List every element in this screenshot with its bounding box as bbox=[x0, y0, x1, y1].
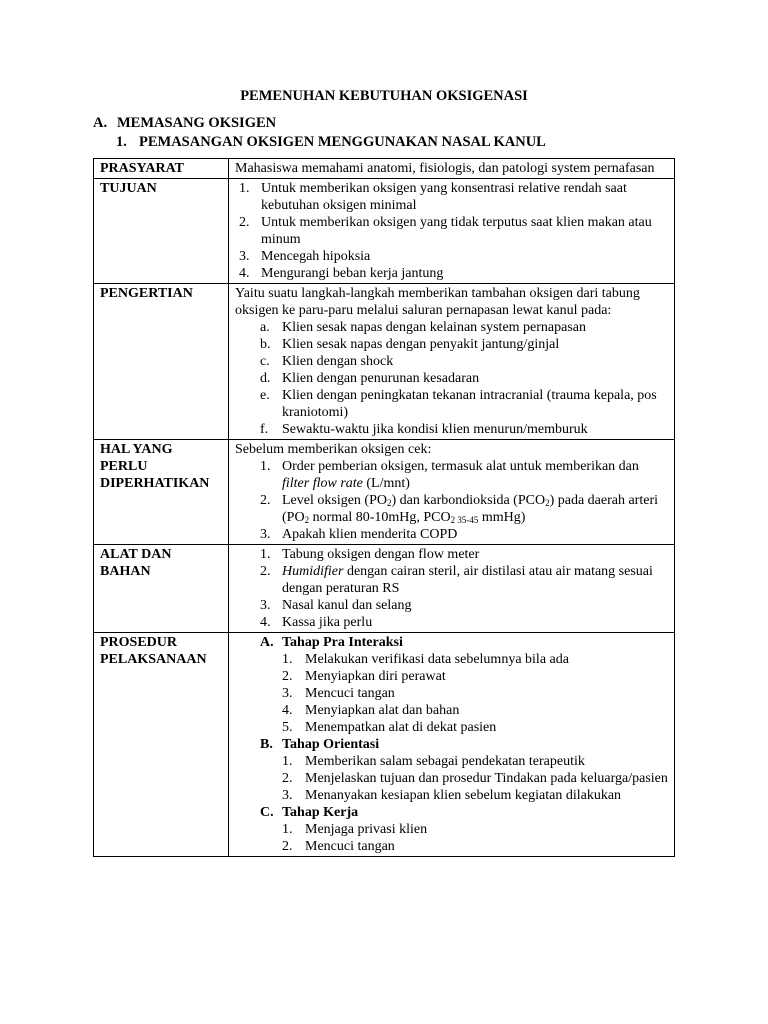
list-item: d. Klien dengan penurunan kesadaran bbox=[260, 371, 480, 386]
list-item: 2. Mencuci tangan bbox=[282, 839, 395, 854]
alat-list bbox=[235, 546, 668, 631]
step-list bbox=[282, 753, 668, 804]
list-item: 3. Mencuci tangan bbox=[282, 686, 395, 701]
list-item: 3. Nasal kanul dan selang bbox=[260, 598, 412, 613]
tujuan-list bbox=[235, 180, 668, 282]
table-row-hal-diperhatikan bbox=[94, 440, 675, 545]
list-item: f. Sewaktu-waktu jika kondisi klien menurun/memburuk bbox=[260, 422, 588, 437]
table-row-tujuan bbox=[94, 179, 675, 284]
label-pengertian: PENGERTIAN bbox=[94, 284, 229, 440]
list-item: 4. Menyiapkan alat dan bahan bbox=[282, 703, 460, 718]
list-item: c. Klien dengan shock bbox=[260, 354, 394, 369]
hal-intro: Sebelum memberikan oksigen cek: bbox=[235, 442, 432, 457]
list-item: 4. Kassa jika perlu bbox=[260, 615, 373, 630]
list-item: 1. Memberikan salam sebagai pendekatan terapeutik bbox=[282, 754, 585, 769]
prosedur-sections bbox=[235, 634, 668, 855]
list-item: 5. Menempatkan alat di dekat pasien bbox=[282, 720, 497, 735]
subsection-title: PEMASANGAN OKSIGEN MENGGUNAKAN NASAL KANUL bbox=[139, 134, 546, 150]
pengertian-list bbox=[235, 319, 668, 438]
subsection-heading bbox=[116, 134, 546, 151]
list-item: 3. Menanyakan kesiapan klien sebelum kegiatan dilakukan bbox=[282, 788, 622, 803]
prosedur-section: B. Tahap Orientasi 1. Memberikan salam sebagai pendekatan terapeutik 2. Menjelaskan tujuan dan prosedur Tindakan pada keluarga/pasien 3. Menanyakan kesiapan klien sebelum kegiatan dilakukan bbox=[260, 737, 668, 803]
step-list bbox=[282, 821, 668, 855]
section-title: MEMASANG OKSIGEN bbox=[117, 115, 277, 131]
list-item: 2. Humidifier dengan cairan steril, air distilasi atau air matang sesuai dengan peraturan RS bbox=[260, 564, 653, 596]
list-item: 2. Menyiapkan diri perawat bbox=[282, 669, 446, 684]
document-title: PEMENUHAN KEBUTUHAN OKSIGENASI bbox=[240, 88, 528, 104]
label-prosedur: PROSEDUR PELAKSANAAN bbox=[94, 633, 229, 857]
label-hal-diperhatikan: HAL YANG PERLU DIPERHATIKAN bbox=[94, 440, 229, 545]
list-item: 1. Tabung oksigen dengan flow meter bbox=[260, 547, 480, 562]
section-title: Tahap Pra Interaksi bbox=[282, 635, 403, 650]
subsection-marker: 1. bbox=[116, 134, 127, 150]
prosedur-section: C. Tahap Kerja 1. Menjaga privasi klien 2. Mencuci tangan bbox=[235, 804, 668, 855]
list-item: 2. Menjelaskan tujuan dan prosedur Tindakan pada keluarga/pasien bbox=[282, 771, 668, 786]
label-prasyarat: PRASYARAT bbox=[94, 159, 229, 179]
table-row-prasyarat bbox=[94, 159, 675, 179]
list-item: 4. Mengurangi beban kerja jantung bbox=[239, 266, 444, 281]
hal-list bbox=[235, 458, 668, 543]
list-item: a. Klien sesak napas dengan kelainan system pernapasan bbox=[260, 320, 587, 335]
list-item: b. Klien sesak napas dengan penyakit jantung/ginjal bbox=[260, 337, 560, 352]
list-item: 2. Untuk memberikan oksigen yang tidak terputus saat klien makan atau minum bbox=[239, 215, 652, 247]
list-item: 3. Mencegah hipoksia bbox=[239, 249, 371, 264]
list-item: 2. Level oksigen $(PO_2)$ dan karbondioksida $(PCO_2)$ pada daerah arteri ($PO_2$ normal 80-10mHg, $PCO_{2 35-45}$ mmHg) bbox=[260, 493, 659, 525]
list-item: 1. Menjaga privasi klien bbox=[282, 822, 428, 837]
pengertian-intro: Yaitu suatu langkah-langkah memberikan tambahan oksigen dari tabung oksigen ke paru-paru melalui saluran pernapasan lewat kanul pada: bbox=[235, 286, 640, 318]
prasyarat-text: Mahasiswa memahami anatomi, fisiologis, dan patologi system pernafasan bbox=[229, 159, 675, 179]
list-item: 1. Melakukan verifikasi data sebelumnya bila ada bbox=[282, 652, 569, 667]
section-marker: A. bbox=[93, 115, 108, 131]
prosedur-section: A. Tahap Pra Interaksi 1. Melakukan verifikasi data sebelumnya bila ada 2. Menyiapkan diri perawat 3. Mencuci tangan 4. Menyiapkan alat dan bahan 5. Menempatkan alat di dekat pasien bbox=[235, 634, 668, 736]
section-heading bbox=[93, 115, 276, 132]
table-row-pengertian bbox=[94, 284, 675, 440]
step-list bbox=[282, 651, 668, 736]
list-item: 1. Untuk memberikan oksigen yang konsentrasi relative rendah saat kebutuhan oksigen minimal bbox=[239, 181, 627, 213]
list-item: e. Klien dengan peningkatan tekanan intracranial (trauma kepala, pos kraniotomi) bbox=[260, 388, 657, 420]
label-alat-bahan: ALAT DAN BAHAN bbox=[94, 545, 229, 633]
list-item: 3. Apakah klien menderita COPD bbox=[260, 527, 458, 542]
label-tujuan: TUJUAN bbox=[94, 179, 229, 284]
table-row-prosedur bbox=[94, 633, 675, 857]
section-title: Tahap Orientasi bbox=[282, 737, 380, 752]
procedure-table bbox=[93, 158, 675, 857]
list-item: 1. Order pemberian oksigen, termasuk alat untuk memberikan dan filter flow rate (L/mnt) bbox=[260, 459, 639, 491]
section-title: Tahap Kerja bbox=[282, 805, 359, 820]
table-row-alat-bahan bbox=[94, 545, 675, 633]
